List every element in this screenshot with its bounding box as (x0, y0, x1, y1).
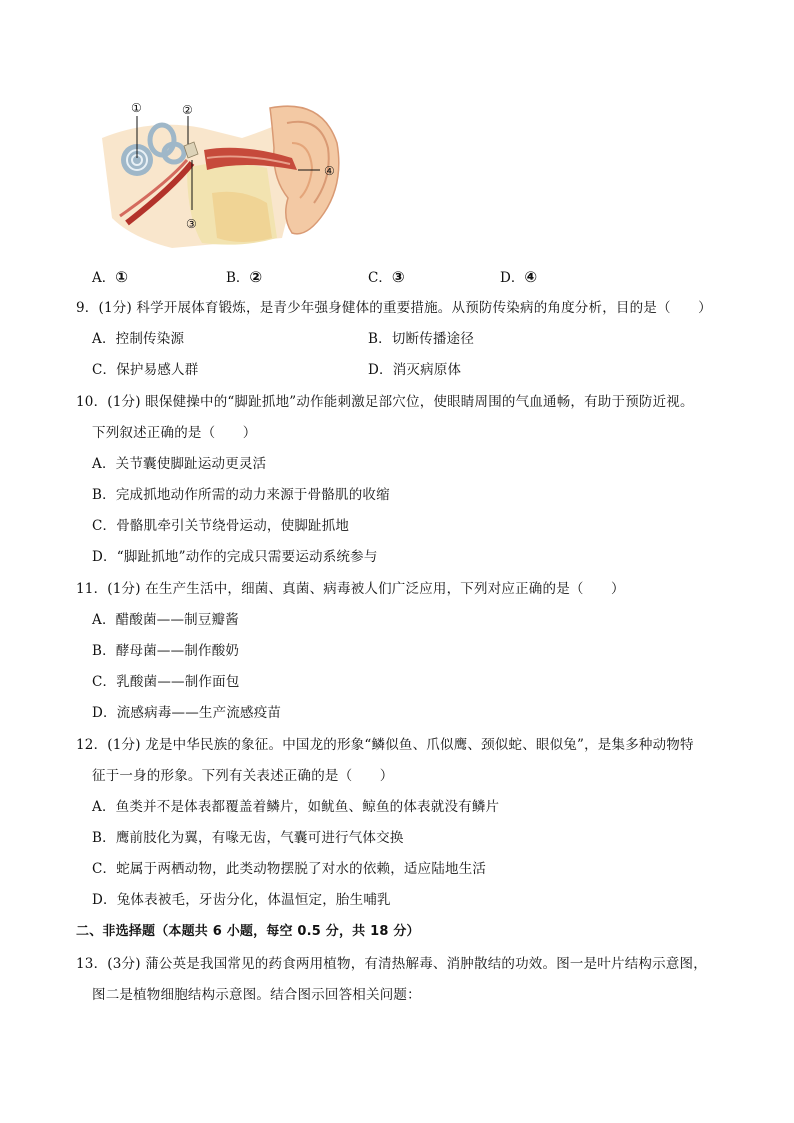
q10-option-c: C．骨骼肌牵引关节绕骨运动，使脚趾抓地 (92, 518, 350, 534)
section-heading: 二、非选择题（本题共 6 小题，每空 0.5 分，共 18 分） (76, 924, 420, 939)
q10-option-a: A．关节囊使脚趾运动更灵活 (92, 456, 267, 472)
q11-stem: 11．(1分) 在生产生活中，细菌、真菌、病毒被人们广泛应用，下列对应正确的是（ ） (76, 581, 625, 597)
q9-option-b: B．切断传播途径 (368, 331, 475, 347)
q13-stem-line2: 图二是植物细胞结构示意图。结合图示回答相关问题： (92, 987, 421, 1003)
q10-option-b: B．完成抓地动作所需的动力来源于骨骼肌的收缩 (92, 487, 390, 503)
q8-option-c: C．③ (368, 268, 405, 286)
q11-option-c: C．乳酸菌——制作面包 (92, 674, 240, 690)
q8-option-b: B．② (226, 268, 263, 286)
q11-option-b: B．酵母菌——制作酸奶 (92, 643, 240, 659)
q8-option-a: A．① (92, 268, 128, 286)
label-4: ④ (324, 164, 335, 178)
ear-diagram (92, 98, 352, 250)
q13-stem-line1: 13．(3分) 蒲公英是我国常见的药食两用植物，有清热解毒、消肿散结的功效。图一是叶片结构示意图， (76, 956, 707, 972)
q12-stem-line1: 12．(1分) 龙是中华民族的象征。中国龙的形象“鳞似鱼、爪似鹰、颈似蛇、眼似兔”，是集多种动物特 (76, 737, 694, 753)
q8-option-d: D．④ (500, 268, 538, 286)
q12-option-b: B．鹰前肢化为翼，有喙无齿，气囊可进行气体交换 (92, 830, 404, 846)
q11-option-d: D．流感病毒——生产流感疫苗 (92, 705, 282, 721)
label-2: ② (182, 103, 193, 117)
q12-option-c: C．蛇属于两栖动物，此类动物摆脱了对水的依赖，适应陆地生活 (92, 861, 487, 877)
q9-option-d: D．消灭病原体 (368, 362, 462, 378)
q11-option-a: A．醋酸菌——制豆瓣酱 (92, 612, 239, 628)
label-3: ③ (186, 217, 197, 231)
q9-stem: 9．(1分) 科学开展体育锻炼，是青少年强身健体的重要措施。从预防传染病的角度分析，目的是（ ） (76, 300, 712, 316)
q12-option-d: D．兔体表被毛，牙齿分化，体温恒定，胎生哺乳 (92, 892, 391, 908)
q9-option-c: C．保护易感人群 (92, 362, 199, 378)
q10-option-d: D．“脚趾抓地”动作的完成只需要运动系统参与 (92, 549, 378, 565)
label-1: ① (131, 101, 142, 115)
q12-option-a: A．鱼类并不是体表都覆盖着鳞片，如鱿鱼、鲸鱼的体表就没有鳞片 (92, 799, 500, 815)
q10-stem-line1: 10．(1分) 眼保健操中的“脚趾抓地”动作能刺激足部穴位，使眼睛周围的气血通畅，有助于预防近视。 (76, 394, 694, 410)
q10-stem-line2: 下列叙述正确的是（ ） (92, 425, 257, 441)
q9-option-a: A．控制传染源 (92, 331, 185, 347)
q12-stem-line2: 征于一身的形象。下列有关表述正确的是（ ） (92, 768, 394, 784)
